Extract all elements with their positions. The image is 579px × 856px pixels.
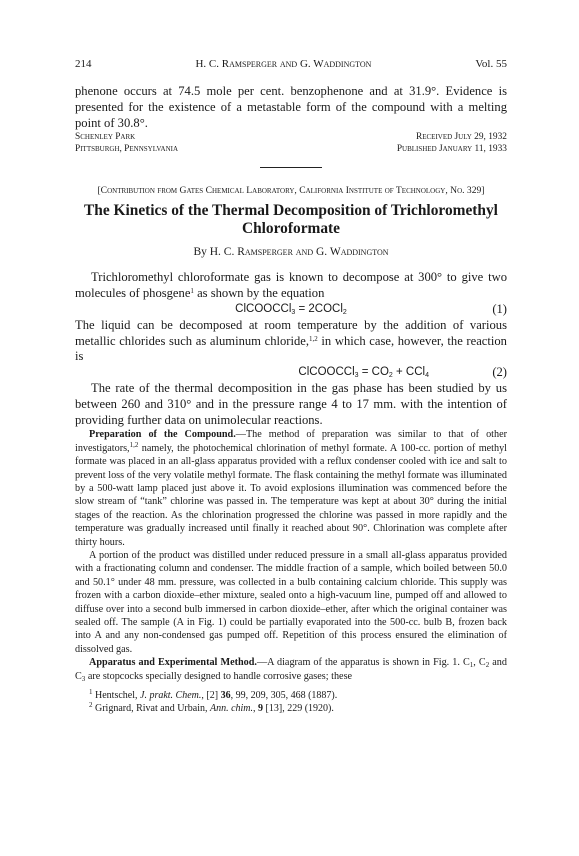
liquid-text-end: in which case, however, the reaction is <box>75 333 507 364</box>
rate-paragraph: The rate of the thermal decomposition in the gas phase has been studied by us between 260 and 310° and in the pressure range 4 to 17 mm. with the intention of providing further data on unimolecular reactions. <box>75 380 507 427</box>
footnote-2-pages: [13], 229 (1920). <box>263 702 334 714</box>
equation-2 <box>75 365 507 381</box>
footnote-1-journal: J. prakt. Chem. <box>140 690 202 702</box>
footnote-1 <box>75 690 507 703</box>
affiliation-line-2: Pittsburgh, Pennsylvania <box>75 143 179 154</box>
volume-number: Vol. 55 <box>475 58 507 70</box>
eq1-rhs-sub: 2 <box>342 308 347 316</box>
footnote-2-sep: , <box>253 702 259 714</box>
byline-authors: H. C. Ramsperger and G. Waddington <box>209 246 389 259</box>
preparation-paragraph <box>75 428 507 549</box>
preparation-text-end: namely, the photochemical chlorination of methyl formate. A 100-cc. portion of methyl formate was placed in an all-glass apparatus provided with a reflux condenser cooled with ice and salt to prevent loss of the very volatile methyl formate. The flask containing the methyl formate was illuminated by a 500-watt lamp placed just above it. To avoid explosions illumination was commenced before the slow stream of “tank” chlorine was passed in. The temperature was kept at about 30° during the initial stages of the reaction. As the chlorination progressed the chlorine was passed in more rapidly and the temperature was gradually increased until finally it reached about 90°. Chlorination was complete after thirty hours. <box>75 442 507 548</box>
running-title: H. C. Ramsperger and G. Waddington <box>195 58 372 70</box>
journal-page <box>75 58 507 715</box>
received-date: Received July 29, 1932 <box>415 132 507 143</box>
footnote-1-series: , [2] <box>201 690 221 702</box>
liquid-text: The liquid can be decomposed at room temperature by the addition of various metallic chlorides such as aluminum chloride, <box>75 317 507 348</box>
footnote-2-journal: Ann. chim. <box>209 702 254 714</box>
published-date: Published January 11, 1933 <box>396 143 507 154</box>
eq2-a: ClCOOCCl <box>298 366 355 379</box>
eq2-c-sub: 4 <box>425 372 429 380</box>
distillation-paragraph: A portion of the product was distilled under reduced pressure in a small all-glass apparatus provided with a fractionating column and condenser. The middle fraction of a sample, which boiled between 50.0 and 50.1° under 48 mm. pressure, was collected in a bulb containing calcium chloride. This supply was frozen with a carbon dioxide–ether mixture, sealed onto a high-vacuum line, pumped off and allowed to diffuse over into a second bulb immersed in carbon dioxide–ether, after which the original container was sealed off. The sample (A in Fig. 1) could be partially evaporated into the 500-cc. bulb B, frozen back into A and any non-condensed gas pumped off. Repetition of this process ensured the elimination of dissolved gas. <box>75 550 507 655</box>
eq1-lhs: ClCOOCCl <box>235 302 292 315</box>
apparatus-text-d: are stopcocks specially designed to handle corrosive gases; these <box>85 670 353 682</box>
apparatus-paragraph <box>75 656 507 683</box>
footnote-1-mark: 1 <box>89 688 93 697</box>
intro-text-end: as shown by the equation <box>193 286 325 301</box>
footnote-1-authors: Hentschel, <box>92 690 140 702</box>
received-published-dates <box>397 132 507 155</box>
eq2-a-sub: 3 <box>354 372 359 380</box>
intro-text: Trichloromethyl chloroformate gas is known to decompose at 300° to give two molecules of phosgene <box>75 270 507 301</box>
equation-1-body <box>235 302 347 318</box>
byline <box>75 246 507 258</box>
section-divider <box>260 167 322 168</box>
eq1-lhs-sub: 3 <box>291 308 296 316</box>
byline-by: By <box>193 246 207 259</box>
previous-article-conclusion: phenone occurs at 74.5 mole per cent. benzophenone and at 31.9°. Evidence is presented for the existence of a metastable form of the compound with a melting point of 30.8°. <box>75 84 507 130</box>
previous-article-affiliation <box>75 132 507 155</box>
stopcock-sub-1: 1 <box>469 661 474 670</box>
apparatus-text-b: , C <box>473 657 486 669</box>
contribution-note: [Contribution from Gates Chemical Laboratory, California Institute of Technology, No. 329] <box>97 185 485 197</box>
equation-1 <box>75 302 507 318</box>
eq2-c: + CCl <box>392 366 426 379</box>
eq1-rhs: = 2COCl <box>295 302 343 315</box>
equation-1-number: (1) <box>492 301 507 316</box>
affiliation-address <box>75 132 178 155</box>
footnote-2-volume: 9 <box>258 702 264 714</box>
preparation-heading: Preparation of the Compound. <box>89 429 236 441</box>
eq2-b-sub: 2 <box>388 372 393 380</box>
apparatus-text-a: —A diagram of the apparatus is shown in Fig. 1. C <box>256 657 470 669</box>
intro-paragraph <box>75 270 507 302</box>
preparation-text: —The method of preparation was similar to that of other investigators, <box>75 429 508 454</box>
footnote-1-volume: 36 <box>220 690 231 702</box>
equation-2-body <box>298 365 429 381</box>
equation-2-number: (2) <box>492 365 507 380</box>
footnote-2-mark: 2 <box>89 700 93 709</box>
liquid-paragraph <box>75 318 507 365</box>
footnote-ref-1-2: 1,2 <box>309 334 318 343</box>
article-title: The Kinetics of the Thermal Decomposition of Trichloromethyl Chloroformate <box>84 202 498 237</box>
stopcock-sub-2: 2 <box>485 661 490 670</box>
footnote-2 <box>75 700 507 716</box>
footnote-ref-1: 1 <box>190 287 194 296</box>
apparatus-text-c: and C <box>75 657 507 682</box>
affiliation-line-1: Schenley Park <box>75 132 136 143</box>
page-number: 214 <box>75 58 92 70</box>
running-header <box>75 58 507 70</box>
footnote-ref-1-2-b: 1,2 <box>129 440 139 449</box>
stopcock-sub-3: 3 <box>81 674 86 683</box>
eq2-b: = CO <box>358 366 389 379</box>
footnote-1-pages: , 99, 209, 305, 468 (1887). <box>230 690 338 702</box>
apparatus-heading: Apparatus and Experimental Method. <box>89 657 257 669</box>
footnote-2-authors: Grignard, Rivat and Urbain, <box>92 702 210 714</box>
